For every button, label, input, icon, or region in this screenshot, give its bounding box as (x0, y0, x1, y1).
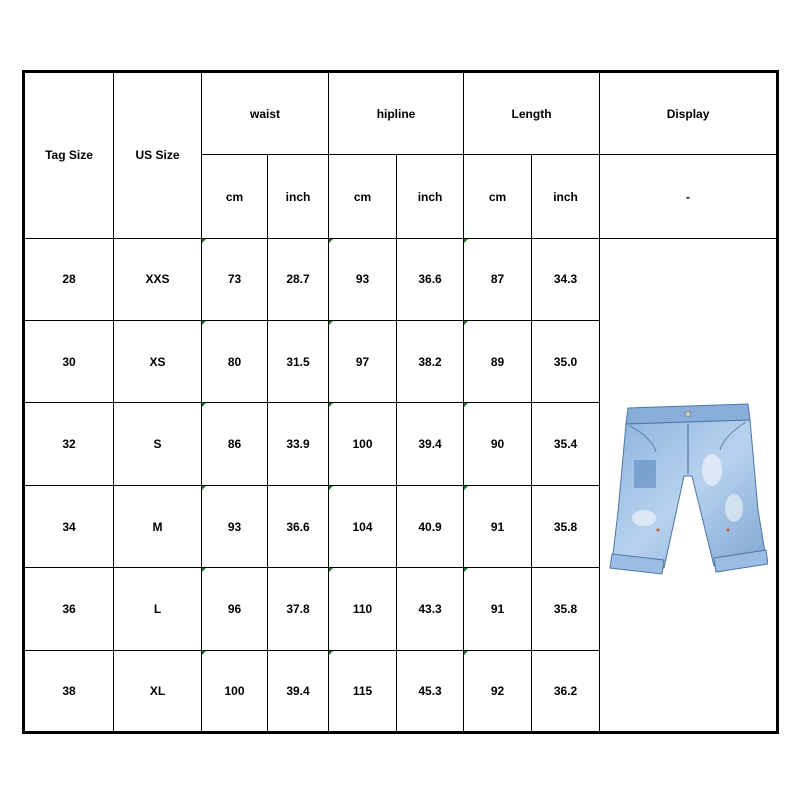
us-size-cell: S (114, 403, 202, 485)
waist-inch-cell: 33.9 (268, 403, 329, 485)
hip-inch-cell: 43.3 (397, 568, 464, 650)
header-waist: waist (202, 72, 329, 155)
waist-inch-cell: 36.6 (268, 485, 329, 567)
length-cm-cell: 87 (464, 238, 532, 320)
hip-cm-cell: 110 (329, 568, 397, 650)
hip-inch-cell: 40.9 (397, 485, 464, 567)
hip-cm-cell: 97 (329, 321, 397, 403)
header-unit-cm: cm (202, 155, 268, 238)
display-image-cell (600, 238, 778, 732)
waist-cm-cell: 86 (202, 403, 268, 485)
header-unit-inch: inch (397, 155, 464, 238)
hip-cm-cell: 100 (329, 403, 397, 485)
us-size-cell: XS (114, 321, 202, 403)
waist-inch-cell: 37.8 (268, 568, 329, 650)
tag-size-cell: 32 (24, 403, 114, 485)
hip-inch-cell: 39.4 (397, 403, 464, 485)
hip-cm-cell: 104 (329, 485, 397, 567)
hip-cm-cell: 115 (329, 650, 397, 732)
length-cm-cell: 91 (464, 485, 532, 567)
length-cm-cell: 89 (464, 321, 532, 403)
length-inch-cell: 34.3 (532, 238, 600, 320)
hip-inch-cell: 36.6 (397, 238, 464, 320)
header-row-1 (24, 72, 778, 155)
header-length: Length (464, 72, 600, 155)
length-inch-cell: 35.4 (532, 403, 600, 485)
denim-shorts-icon (608, 390, 768, 580)
us-size-cell: L (114, 568, 202, 650)
length-cm-cell: 90 (464, 403, 532, 485)
length-inch-cell: 35.8 (532, 568, 600, 650)
tag-size-cell: 34 (24, 485, 114, 567)
length-inch-cell: 35.8 (532, 485, 600, 567)
header-us-size: US Size (114, 72, 202, 239)
length-inch-cell: 36.2 (532, 650, 600, 732)
header-unit-inch: inch (532, 155, 600, 238)
header-hipline: hipline (329, 72, 464, 155)
us-size-cell: M (114, 485, 202, 567)
waist-cm-cell: 73 (202, 238, 268, 320)
size-chart-table (22, 70, 779, 734)
length-inch-cell: 35.0 (532, 321, 600, 403)
tag-size-cell: 30 (24, 321, 114, 403)
hip-inch-cell: 38.2 (397, 321, 464, 403)
us-size-cell: XL (114, 650, 202, 732)
tag-size-cell: 28 (24, 238, 114, 320)
waist-inch-cell: 28.7 (268, 238, 329, 320)
header-unit-cm: cm (329, 155, 397, 238)
header-tag-size: Tag Size (24, 72, 114, 239)
length-cm-cell: 91 (464, 568, 532, 650)
waist-cm-cell: 100 (202, 650, 268, 732)
tag-size-cell: 38 (24, 650, 114, 732)
us-size-cell: XXS (114, 238, 202, 320)
tag-size-cell: 36 (24, 568, 114, 650)
header-display: Display (600, 72, 778, 155)
waist-inch-cell: 31.5 (268, 321, 329, 403)
hip-inch-cell: 45.3 (397, 650, 464, 732)
waist-cm-cell: 96 (202, 568, 268, 650)
waist-inch-cell: 39.4 (268, 650, 329, 732)
waist-cm-cell: 93 (202, 485, 268, 567)
header-unit-cm: cm (464, 155, 532, 238)
length-cm-cell: 92 (464, 650, 532, 732)
header-display-dash: - (600, 155, 778, 238)
hip-cm-cell: 93 (329, 238, 397, 320)
header-unit-inch: inch (268, 155, 329, 238)
table-row (24, 238, 778, 320)
waist-cm-cell: 80 (202, 321, 268, 403)
